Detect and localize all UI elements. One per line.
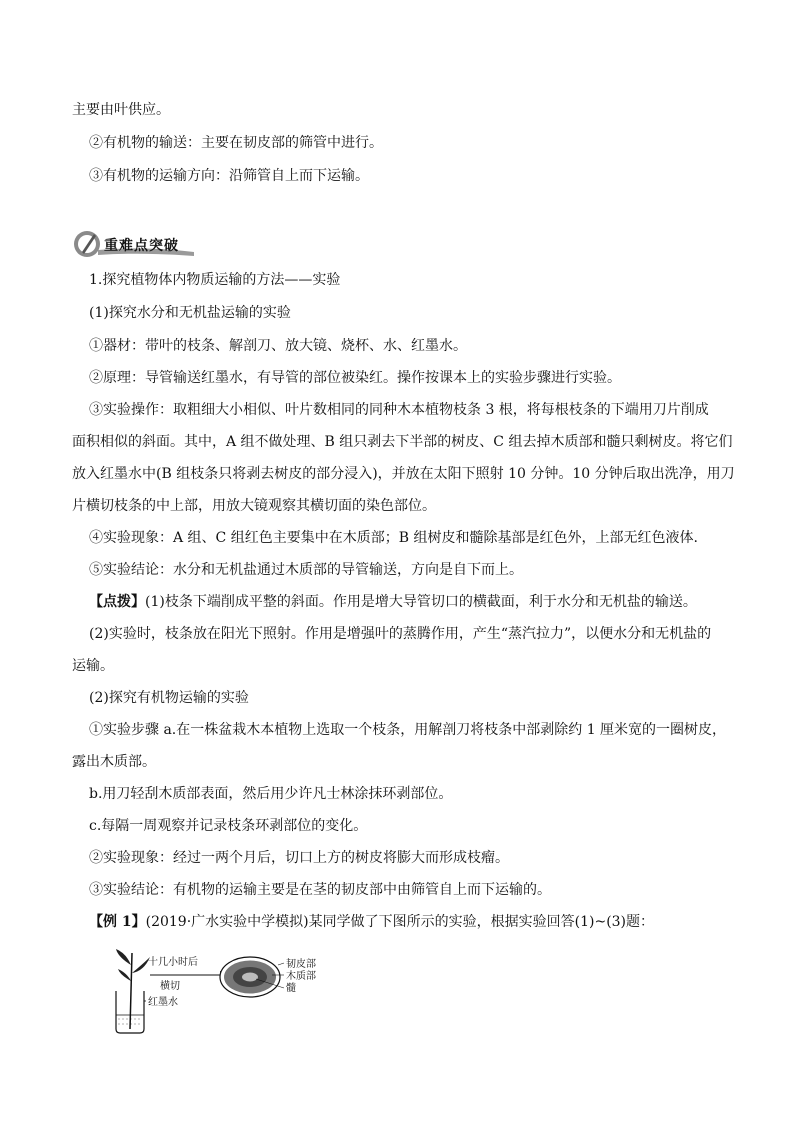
- plant-branch-icon: [116, 949, 150, 1029]
- heading: 1.探究植物体内物质运输的方法——实验: [89, 272, 341, 288]
- example-label: 【例 1】: [89, 914, 146, 930]
- figure-cut-label: 横切: [160, 981, 180, 992]
- text-line: ②有机物的输送：主要在韧皮部的筛管中进行。: [89, 135, 383, 151]
- paragraph: c.每隔一周观察并记录枝条环剥部位的变化。: [89, 818, 368, 834]
- paragraph: ②实验现象：经过一两个月后，切口上方的树皮将膨大而形成枝瘤。: [89, 850, 509, 866]
- paragraph: 露出木质部。: [72, 754, 156, 770]
- example-line: [89, 912, 654, 932]
- experiment-figure: [100, 945, 330, 1035]
- paragraph: ③实验操作：取粗细大小相似、叶片数相同的同种木本植物枝条 3 根，将每根枝条的下端用刀片削成: [89, 402, 709, 418]
- tip-text: (1)枝条下端削成平整的斜面。作用是增大导管切口的横截面，利于水分和无机盐的输送。: [145, 594, 697, 610]
- figure-ink-label: 红墨水: [148, 997, 178, 1008]
- paragraph: ④实验现象：A 组、C 组红色主要集中在木质部；B 组树皮和髓除基部是红色外，上部无红色液体.: [89, 530, 698, 546]
- paragraph: 片横切枝条的中上部，用放大镜观察其横切面的染色部位。: [72, 498, 436, 514]
- section-title: 重难点突破: [104, 238, 179, 254]
- subheading: (2)探究有机物运输的实验: [89, 690, 249, 706]
- paragraph: ⑤实验结论：水分和无机盐通过木质部的导管输送，方向是自下而上。: [89, 562, 523, 578]
- tip-line: [89, 592, 697, 612]
- paragraph: ③实验结论：有机物的运输主要是在茎的韧皮部中由筛管自上而下运输的。: [89, 882, 551, 898]
- paragraph: ②原理：导管输送红墨水，有导管的部位被染红。操作按课本上的实验步骤进行实验。: [89, 370, 621, 386]
- figure-time-label: 十几小时后: [148, 957, 198, 968]
- example-text: (2019·广水实验中学模拟)某同学做了下图所示的实验，根据实验回答(1)~(3)题：: [145, 914, 655, 930]
- arrow-icon: [150, 971, 228, 979]
- paragraph: b.用刀轻刮木质部表面，然后用少许凡士林涂抹环剥部位。: [89, 786, 453, 802]
- tip-label: 【点拨】: [89, 594, 145, 610]
- figure-phloem-label: 韧皮部: [286, 959, 316, 970]
- figure-pith-label: 髓: [286, 983, 296, 994]
- text-line: ③有机物的运输方向：沿筛管自上而下运输。: [89, 168, 369, 184]
- paragraph: ①器材：带叶的枝条、解剖刀、放大镜、烧杯、水、红墨水。: [89, 338, 467, 354]
- paragraph: 面积相似的斜面。其中，A 组不做处理、B 组只剥去下半部的树皮、C 组去掉木质部和髓只剩树皮。将它们: [72, 434, 733, 450]
- paragraph: 放入红墨水中(B 组枝条只将剥去树皮的部分浸入)，并放在太阳下照射 10 分钟。10 分钟后取出洗净，用刀: [72, 466, 735, 482]
- text-line: 主要由叶供应。: [72, 102, 170, 118]
- paragraph: 运输。: [72, 658, 114, 674]
- stem-cross-section-icon: [220, 957, 280, 997]
- paragraph: (2)实验时，枝条放在阳光下照射。作用是增强叶的蒸腾作用，产生“蒸汽拉力”，以便水分和无机盐的: [89, 626, 712, 642]
- paragraph: ①实验步骤 a.在一株盆栽木本植物上选取一个枝条，用解剖刀将枝条中部剥除约 1 厘米宽的一圈树皮，: [89, 722, 727, 738]
- figure-xylem-label: 木质部: [286, 971, 316, 982]
- subheading: (1)探究水分和无机盐运输的实验: [89, 305, 291, 321]
